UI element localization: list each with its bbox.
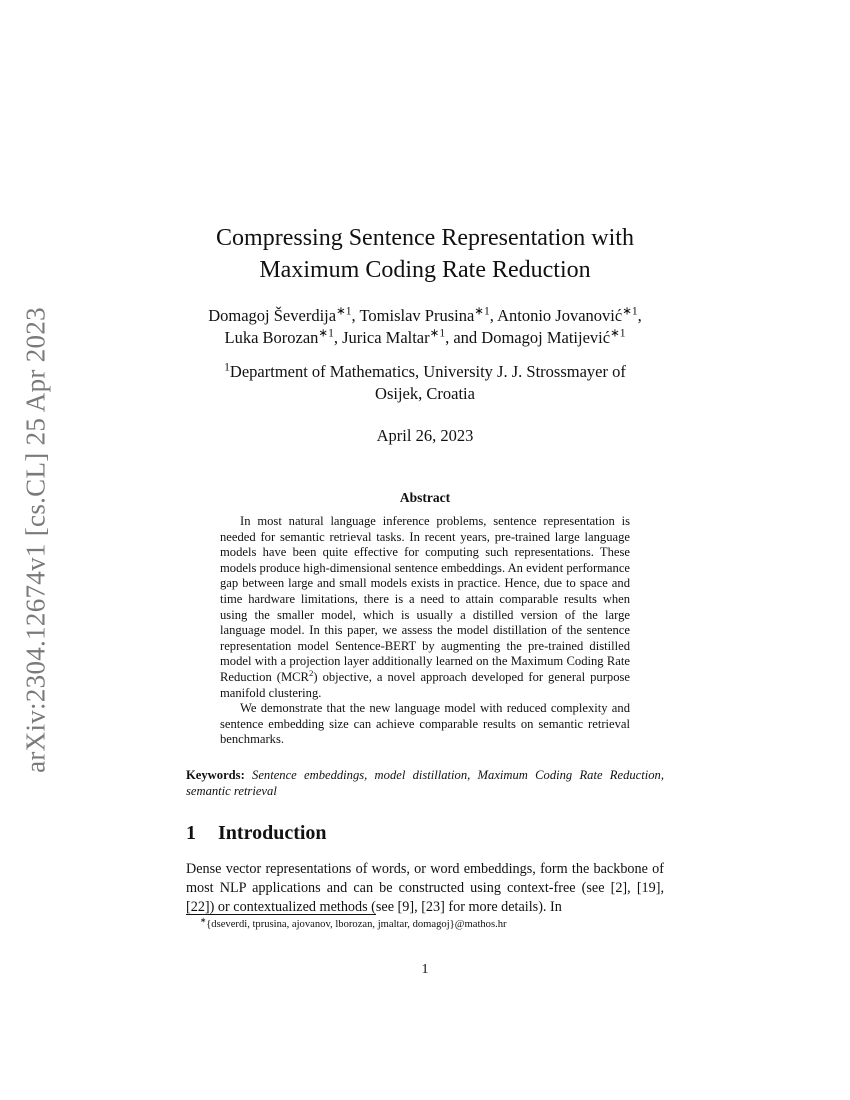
author-separator: , bbox=[351, 306, 360, 325]
footnote bbox=[186, 915, 664, 932]
affiliation-line-2: Osijek, Croatia bbox=[375, 384, 475, 403]
author-name: Tomislav Prusina bbox=[359, 306, 475, 325]
author-name: Domagoj Ševerdija bbox=[208, 306, 337, 325]
author-separator: , bbox=[489, 306, 498, 325]
arxiv-identifier-stamp bbox=[14, 290, 58, 790]
keywords bbox=[186, 768, 664, 799]
abstract-p1-superscript: 2 bbox=[308, 667, 314, 678]
affiliation-mark: 1 bbox=[224, 361, 230, 374]
author-mark: ∗1 bbox=[318, 327, 334, 340]
abstract-paragraph-1 bbox=[220, 514, 630, 701]
author-mark: ∗1 bbox=[622, 305, 638, 318]
author-mark: ∗1 bbox=[610, 327, 626, 340]
arxiv-identifier-text: arXiv:2304.12674v1 [cs.CL] 25 Apr 2023 bbox=[20, 307, 51, 773]
author-separator: , and bbox=[445, 328, 482, 347]
page-number: 1 bbox=[421, 962, 429, 977]
author-list bbox=[150, 305, 700, 349]
paper-title bbox=[150, 222, 700, 286]
author-name: Jurica Maltar bbox=[342, 328, 430, 347]
abstract-heading: Abstract bbox=[399, 490, 451, 505]
author-name: Antonio Jovanović bbox=[497, 306, 623, 325]
authors-line-1 bbox=[150, 305, 700, 327]
author-mark: ∗1 bbox=[429, 327, 446, 340]
affiliation bbox=[170, 361, 680, 405]
footnote-rule bbox=[186, 914, 376, 915]
abstract-p1-text: In most natural language inference problems, sentence representation is needed for semantic retrieval tasks. In recent years, pre-trained large language models have been quite effective for computing such representations. These models produce high-dimensional sentence embeddings. An evident performance gap between large and small models exists in practice. Hence, due to space and time hardware limitations, there is a need to attain comparable results when using the smaller model, which is usually a distilled version of the large language model. In this paper, we assess the model distillation of the sentence representation model Sentence-BERT by augmenting the pre-trained distilled model with a projection layer additionally learned on the Maximum Coding Rate Reduction (MCR bbox=[220, 514, 630, 684]
abstract-paragraph-2: We demonstrate that the new language model with reduced complexity and sentence embedding size can achieve comparable results on semantic retrieval benchmarks. bbox=[220, 701, 630, 747]
affiliation-line-1 bbox=[170, 361, 680, 383]
author-mark: ∗1 bbox=[336, 305, 352, 318]
author-separator: , bbox=[333, 328, 343, 347]
author-name: Luka Borozan bbox=[224, 328, 319, 347]
abstract-body bbox=[220, 514, 630, 748]
abstract-p1-text-end: ) objective, a novel approach developed for general purpose manifold clustering. bbox=[220, 669, 630, 700]
section-heading bbox=[186, 822, 664, 845]
title-line-2: Maximum Coding Rate Reduction bbox=[259, 257, 591, 283]
introduction-paragraph-1: Dense vector representations of words, or word embeddings, form the backbone of most NLP applications and can be constructed using context-free (see [2], [19], [22]) or contextualized methods (see [9], [23] for more details). In bbox=[186, 861, 664, 915]
author-separator: , bbox=[637, 306, 642, 325]
footnote-mark: ∗ bbox=[200, 915, 207, 925]
publication-date: April 26, 2023 bbox=[376, 426, 474, 445]
introduction-body bbox=[186, 860, 664, 917]
keywords-text: Sentence embeddings, model distillation, Maximum Coding Rate Reduction, semantic retrieval bbox=[186, 768, 664, 798]
section-number: 1 bbox=[186, 822, 196, 844]
footnote-text: {dseverdi, tprusina, ajovanov, lborozan, jmaltar, domagoj}@mathos.hr bbox=[206, 919, 507, 930]
author-name: Domagoj Matijević bbox=[481, 328, 611, 347]
keywords-label: Keywords: bbox=[186, 768, 245, 782]
author-mark: ∗1 bbox=[474, 305, 490, 318]
section-title: Introduction bbox=[218, 822, 327, 844]
authors-line-2 bbox=[150, 327, 700, 349]
title-line-1: Compressing Sentence Representation with bbox=[216, 225, 634, 251]
affiliation-text-1: Department of Mathematics, University J. J. Strossmayer of bbox=[229, 362, 626, 381]
